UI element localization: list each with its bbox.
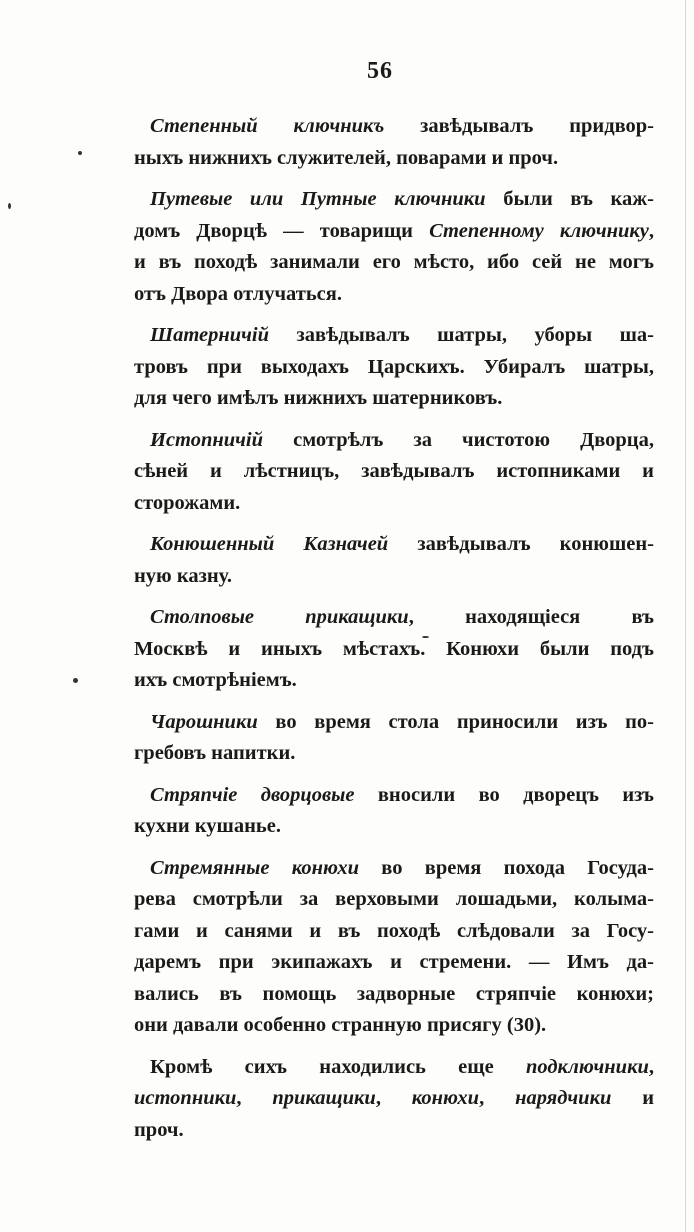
text-run: ,	[479, 1087, 516, 1109]
paragraph	[134, 707, 654, 770]
text-line	[134, 884, 654, 916]
text-run: смотрѣлъ за чистотою Дворца,	[263, 428, 654, 451]
text-line	[134, 247, 654, 279]
print-speck	[8, 203, 11, 209]
italic-term: Столповые прикащики	[150, 606, 409, 628]
text-line	[134, 665, 654, 697]
text-line	[134, 425, 654, 457]
text-line	[134, 853, 654, 885]
print-speck	[73, 678, 78, 683]
italic-term: Путевые или Путные ключники	[150, 188, 486, 210]
italic-term: нарядчики	[515, 1087, 612, 1109]
text-run: кухни кушанье.	[134, 815, 281, 837]
text-run: сѣней и лѣстницъ, завѣдывалъ истопниками и	[134, 460, 654, 482]
text-run: и въ походѣ занимали его мѣсто, ибо сей не могъ	[134, 251, 654, 273]
text-line	[134, 352, 654, 384]
paragraph	[134, 1052, 654, 1147]
text-line	[134, 1052, 654, 1084]
italic-term: Истопничій	[150, 428, 264, 451]
text-run: сторожами.	[134, 491, 241, 514]
paragraph	[134, 780, 654, 843]
paragraph	[134, 184, 654, 310]
text-line	[134, 320, 654, 352]
text-line	[134, 1115, 654, 1147]
text-line	[134, 707, 654, 739]
text-run: были въ каж-	[485, 188, 654, 210]
text-run: ,	[375, 1087, 412, 1109]
text-run: ,	[648, 219, 654, 242]
italic-term: прикащики	[272, 1087, 376, 1109]
text-run: отъ Двора отлучаться.	[134, 282, 342, 305]
text-run: домъ Дворцѣ — товарищи	[134, 219, 430, 242]
text-line	[134, 456, 654, 488]
paragraph	[134, 111, 654, 174]
text-run: даремъ при экипажахъ и стремени. — Имъ да-	[134, 951, 654, 973]
paragraph	[134, 602, 654, 697]
text-run: ихъ смотрѣніемъ.	[134, 669, 297, 691]
paragraph	[134, 529, 654, 592]
text-run: они давали особенно странную присягу (30).	[134, 1014, 547, 1036]
italic-term: истопники	[134, 1087, 237, 1109]
text-run: тровъ при выходахъ Царскихъ. Убиралъ шатры,	[134, 355, 654, 378]
page-edge-line	[685, 0, 686, 1232]
text-run: проч.	[134, 1118, 184, 1141]
text-line	[134, 979, 654, 1011]
print-speck	[78, 151, 82, 155]
paragraph	[134, 425, 654, 520]
italic-term: подключники	[525, 1055, 649, 1078]
italic-term: Конюшенный Казначей	[150, 533, 389, 555]
text-run: во время стола приносили изъ по-	[257, 710, 654, 733]
italic-term: Шатерничій	[150, 324, 269, 346]
text-run: ,	[648, 1055, 654, 1078]
text-line	[134, 184, 654, 216]
text-run: , находящіеся въ	[408, 606, 654, 628]
italic-term: Стряпчіе дворцовые	[150, 783, 355, 806]
text-line	[134, 279, 654, 311]
paragraph	[134, 853, 654, 1042]
text-line	[134, 811, 654, 843]
italic-term: Степенному ключнику	[429, 219, 649, 242]
text-line	[134, 947, 654, 979]
text-run: для чего имѣлъ нижнихъ шатерниковъ.	[134, 387, 503, 409]
text-run: и	[611, 1087, 655, 1109]
paragraph	[134, 320, 654, 415]
text-line	[134, 383, 654, 415]
text-line	[134, 561, 654, 593]
text-body	[134, 111, 654, 1156]
text-run: Кромѣ сихъ находились еще	[150, 1055, 526, 1078]
text-line	[134, 488, 654, 520]
text-run: гребовъ напитки.	[134, 742, 296, 764]
page-number: 56	[367, 58, 393, 84]
italic-term: Чарошники	[150, 710, 258, 733]
text-line	[134, 1010, 654, 1042]
text-run: вались въ помощь задворные стряпчіе конюхи;	[134, 982, 654, 1005]
italic-term: конюхи	[411, 1087, 480, 1109]
text-run: завѣдывалъ конюшен-	[388, 533, 654, 555]
print-speck	[422, 636, 429, 638]
italic-term: Степенный ключникъ	[150, 115, 385, 137]
text-run: ныхъ нижнихъ служителей, поварами и проч.	[134, 146, 559, 169]
text-run: ,	[236, 1087, 273, 1109]
text-line	[134, 602, 654, 634]
text-run: гами и санями и въ походѣ слѣдовали за Госу-	[134, 919, 654, 942]
text-line	[134, 1083, 654, 1115]
text-line	[134, 529, 654, 561]
text-run: рева смотрѣли за верховыми лошадьми, колыма-	[134, 888, 654, 910]
text-line	[134, 738, 654, 770]
text-run: завѣдывалъ шатры, уборы ша-	[269, 324, 654, 346]
text-run: завѣдывалъ придвор-	[384, 115, 654, 137]
text-run: во время похода Госуда-	[359, 856, 654, 879]
text-line	[134, 916, 654, 948]
text-line	[134, 143, 654, 175]
text-line	[134, 780, 654, 812]
text-run: Москвѣ и иныхъ мѣстахъ. Конюхи были подъ	[134, 637, 654, 660]
text-run: вносили во дворецъ изъ	[354, 783, 654, 806]
text-run: ную казну.	[134, 564, 232, 587]
text-line	[134, 634, 654, 666]
italic-term: Стремянные конюхи	[150, 856, 360, 879]
text-line	[134, 216, 654, 248]
text-line	[134, 111, 654, 143]
